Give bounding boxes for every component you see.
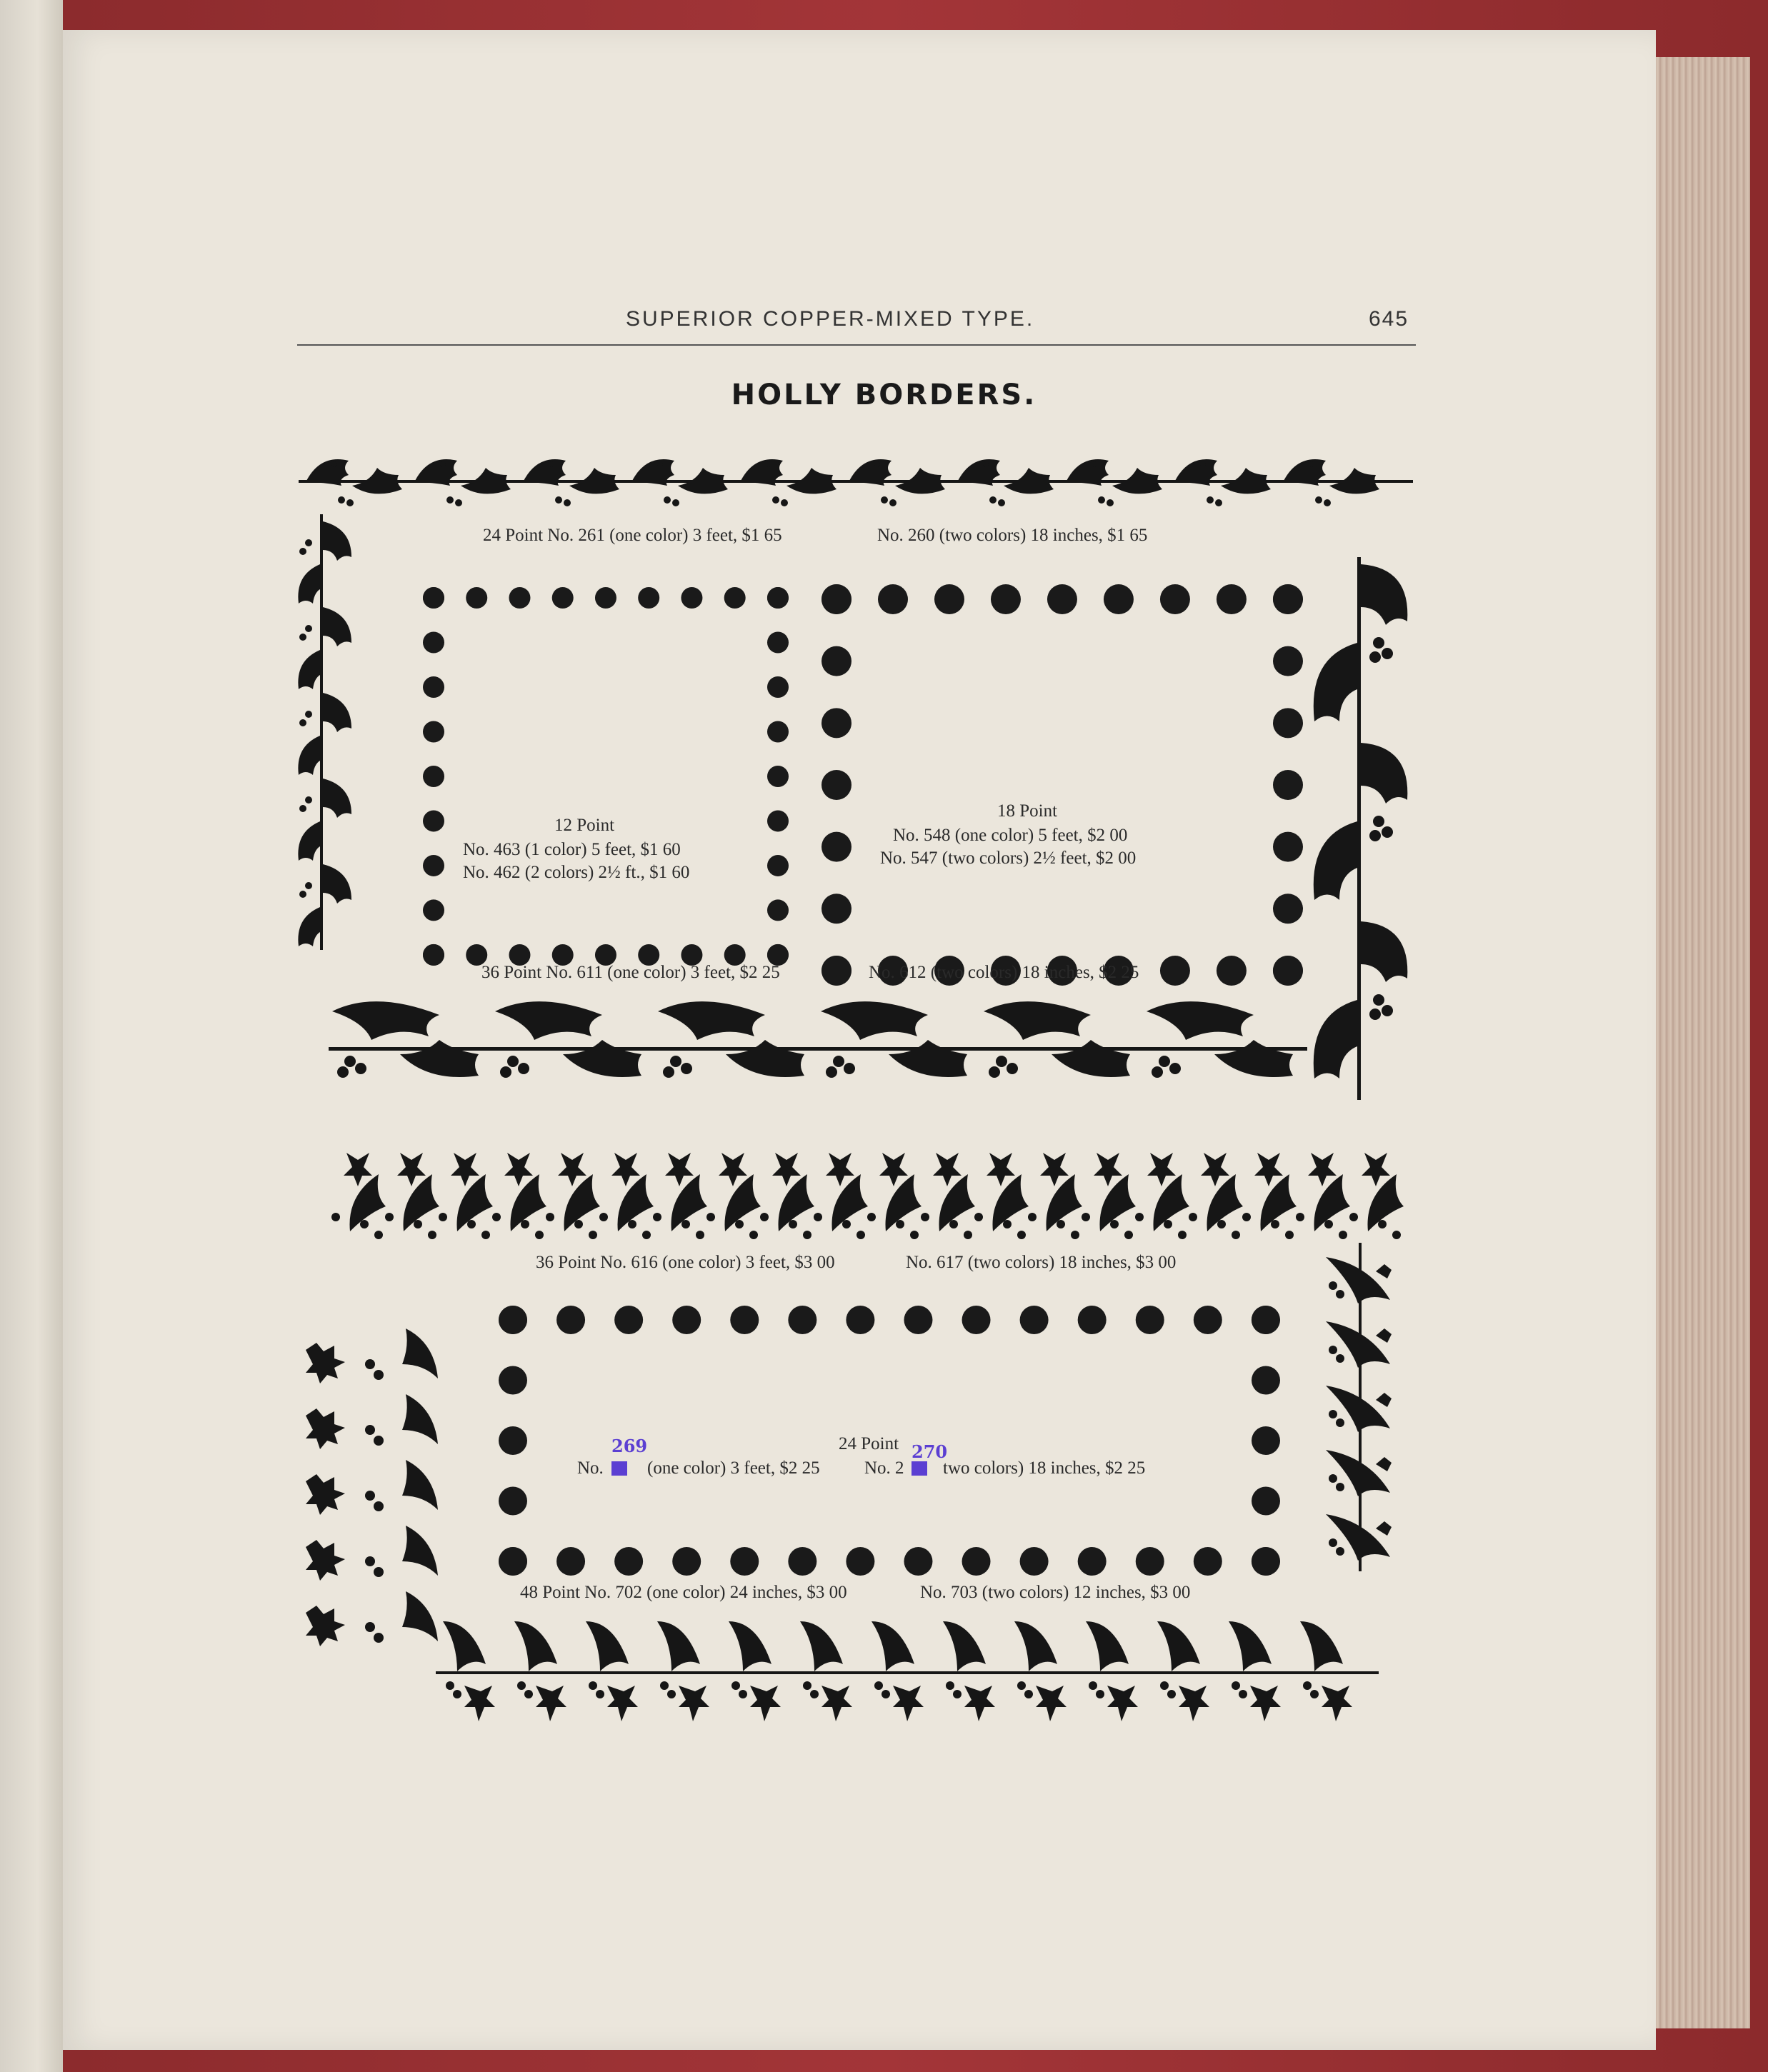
inventory-stamp-270 <box>912 1461 927 1476</box>
caption-12pt-head: 12 Point <box>554 816 615 835</box>
caption-270: two colors) 18 inches, $2 25 <box>943 1458 1146 1478</box>
holly-border-611-bottom <box>329 990 1307 1097</box>
caption-617: No. 617 (two colors) 18 inches, $3 00 <box>906 1253 1177 1272</box>
inventory-stamp-269 <box>611 1461 627 1476</box>
caption-611: 36 Point No. 611 (one color) 3 feet, $2 25 <box>481 963 780 982</box>
holly-frame-12pt <box>423 587 789 966</box>
caption-261: 24 Point No. 261 (one color) 3 feet, $1 65 <box>483 526 782 545</box>
holly-border-261-top <box>299 450 1413 514</box>
inventory-number-270: 270 <box>912 1441 948 1462</box>
holly-border-611-right <box>1307 557 1414 1100</box>
caption-547: No. 547 (two colors) 2½ feet, $2 00 <box>880 849 1137 868</box>
caption-24pt-head: 24 Point <box>839 1434 899 1453</box>
left-page-edge <box>0 0 63 2072</box>
caption-612: No. 612 (two colors) 18 inches, $2 25 <box>869 963 1139 982</box>
caption-462: No. 462 (2 colors) 2½ ft., $1 60 <box>463 863 690 882</box>
caption-548: No. 548 (one color) 5 feet, $2 00 <box>893 826 1128 845</box>
holly-border-616-right <box>1312 1243 1412 1571</box>
page-number: 645 <box>1369 307 1409 331</box>
header-rule <box>297 344 1416 346</box>
caption-260: No. 260 (two colors) 18 inches, $1 65 <box>877 526 1148 545</box>
caption-269-prefix: No. <box>577 1458 604 1478</box>
caption-616: 36 Point No. 616 (one color) 3 feet, $3 00 <box>536 1253 835 1272</box>
running-head: SUPERIOR COPPER-MIXED TYPE. <box>626 307 1035 331</box>
holly-border-261-left <box>294 514 366 950</box>
caption-270-prefix: No. 2 <box>864 1458 904 1478</box>
holly-border-702-bottom <box>436 1607 1379 1750</box>
caption-703: No. 703 (two colors) 12 inches, $3 00 <box>920 1583 1191 1602</box>
caption-269: (one color) 3 feet, $2 25 <box>647 1458 820 1478</box>
page-edges <box>1643 57 1750 2028</box>
holly-frame-18pt <box>821 584 1303 986</box>
caption-463: No. 463 (1 color) 5 feet, $1 60 <box>463 840 681 859</box>
holly-border-702-left <box>299 1321 441 1650</box>
inventory-number-269: 269 <box>611 1436 648 1456</box>
holly-border-616-top <box>329 1146 1407 1253</box>
caption-18pt-head: 18 Point <box>997 801 1058 821</box>
caption-702: 48 Point No. 702 (one color) 24 inches, $3 00 <box>520 1583 847 1602</box>
page-title: HOLLY BORDERS. <box>731 379 1037 411</box>
